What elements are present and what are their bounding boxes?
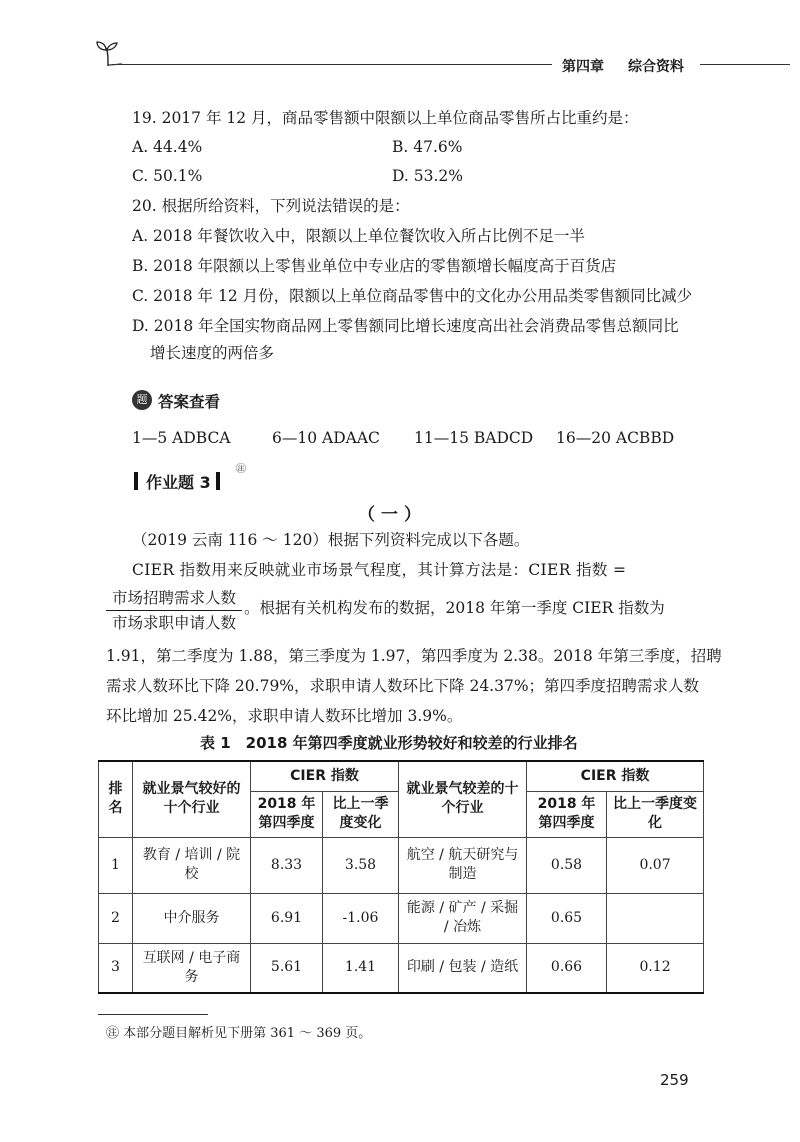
q19-option-a: A. 44.4% bbox=[132, 138, 203, 156]
header-rank: 排名 bbox=[99, 761, 133, 837]
bad-q4-cell: 0.66 bbox=[527, 943, 607, 993]
rank-cell: 1 bbox=[99, 837, 133, 893]
bad-change-cell: 0.12 bbox=[607, 943, 704, 993]
table-row bbox=[99, 893, 704, 943]
good-industry-cell: 中介服务 bbox=[133, 893, 251, 943]
q19-option-d: D. 53.2% bbox=[392, 167, 463, 185]
header-q4-good: 2018 年第四季度 bbox=[251, 791, 323, 837]
q19-option-c: C. 50.1% bbox=[132, 167, 203, 185]
good-q4-cell: 8.33 bbox=[251, 837, 323, 893]
good-change-cell: 1.41 bbox=[323, 943, 399, 993]
answer-group: 11—15 BADCD bbox=[414, 429, 534, 447]
good-q4-cell: 6.91 bbox=[251, 893, 323, 943]
q19-option-b: B. 47.6% bbox=[392, 138, 463, 156]
header-good-industries: 就业景气较好的十个行业 bbox=[133, 761, 251, 837]
header-q4-bad: 2018 年第四季度 bbox=[527, 791, 607, 837]
table-row bbox=[99, 943, 704, 993]
chapter-title: 综合资料 bbox=[628, 59, 684, 75]
body-line: 环比增加 25.42%，求职申请人数环比增加 3.9%。 bbox=[106, 707, 463, 725]
header-cier-bad: CIER 指数 bbox=[527, 761, 704, 791]
header-rule-left bbox=[112, 64, 552, 65]
answer-group: 6—10 ADAAC bbox=[272, 429, 380, 447]
formula-after: 。根据有关机构发布的数据，2018 年第一季度 CIER 指数为 bbox=[244, 599, 665, 617]
heading-bar-left bbox=[134, 472, 138, 490]
bad-industry-cell: 印刷 / 包装 / 造纸 bbox=[399, 943, 527, 993]
good-q4-cell: 5.61 bbox=[251, 943, 323, 993]
formula-lead: CIER 指数用来反映就业市场景气程度，其计算方法是：CIER 指数 = bbox=[132, 561, 627, 579]
answer-heading: 答案查看 bbox=[158, 393, 221, 411]
good-change-cell: -1.06 bbox=[323, 893, 399, 943]
answer-group: 1—5 ADBCA bbox=[132, 429, 231, 447]
fraction-numerator: 市场招聘需求人数 bbox=[106, 588, 242, 611]
header-change-good: 比上一季度变化 bbox=[323, 791, 399, 837]
header-bad-industries: 就业景气较差的十个行业 bbox=[399, 761, 527, 837]
heading-bar-right bbox=[216, 472, 220, 490]
q19-stem: 19. 2017 年 12 月，商品零售额中限额以上单位商品零售所占比重约是： bbox=[132, 109, 639, 127]
industry-ranking-table bbox=[98, 760, 704, 994]
table-title: 表 1 2018 年第四季度就业形势较好和较差的行业排名 bbox=[200, 734, 578, 752]
homework-title: 作业题 3 bbox=[146, 473, 211, 492]
good-change-cell: 3.58 bbox=[323, 837, 399, 893]
bad-industry-cell: 航空 / 航天研究与制造 bbox=[399, 837, 527, 893]
page-number: 259 bbox=[660, 1071, 689, 1089]
footnote-mark-icon: ㊟ bbox=[236, 464, 246, 475]
answer-badge-icon: 题 bbox=[132, 390, 152, 410]
q20-option-c: C. 2018 年 12 月份，限额以上单位商品零售中的文化办公用品类零售额同比减少 bbox=[132, 287, 693, 305]
bad-q4-cell: 0.58 bbox=[527, 837, 607, 893]
chapter-label: 第四章 bbox=[562, 59, 604, 75]
fraction-denominator: 市场求职申请人数 bbox=[111, 614, 236, 632]
bad-change-cell: 0.07 bbox=[607, 837, 704, 893]
header-change-bad: 比上一季度变化 bbox=[607, 791, 704, 837]
body-line: 需求人数环比下降 20.79%，求职申请人数环比下降 24.37%；第四季度招聘需求人数 bbox=[106, 677, 700, 695]
header-rule-right bbox=[700, 64, 790, 65]
section-number: （一） bbox=[358, 505, 427, 525]
q20-option-d-continued: 增长速度的两倍多 bbox=[150, 344, 275, 362]
answer-group: 16—20 ACBBD bbox=[556, 429, 675, 447]
cier-formula-fraction bbox=[106, 588, 242, 633]
rank-cell: 2 bbox=[99, 893, 133, 943]
bad-change-cell bbox=[607, 893, 704, 943]
footnote-rule bbox=[98, 1014, 208, 1015]
q20-option-b: B. 2018 年限额以上零售业单位中专业店的零售额增长幅度高于百货店 bbox=[132, 257, 617, 275]
q20-stem: 20. 根据所给资料，下列说法错误的是： bbox=[132, 197, 410, 215]
homework-intro: （2019 云南 116 ～ 120）根据下列资料完成以下各题。 bbox=[132, 531, 530, 549]
good-industry-cell: 教育 / 培训 / 院校 bbox=[133, 837, 251, 893]
header-cier-good: CIER 指数 bbox=[251, 761, 399, 791]
rank-cell: 3 bbox=[99, 943, 133, 993]
q20-option-d: D. 2018 年全国实物商品网上零售额同比增长速度高出社会消费品零售总额同比 bbox=[132, 317, 679, 335]
bad-industry-cell: 能源 / 矿产 / 采掘 / 冶炼 bbox=[399, 893, 527, 943]
good-industry-cell: 互联网 / 电子商务 bbox=[133, 943, 251, 993]
q20-option-a: A. 2018 年餐饮收入中，限额以上单位餐饮收入所占比例不足一半 bbox=[132, 227, 585, 245]
table-row bbox=[99, 837, 704, 893]
footnote: ㊟ 本部分题目解析见下册第 361 ～ 369 页。 bbox=[106, 1026, 372, 1041]
body-line: 1.91，第二季度为 1.88，第三季度为 1.97，第四季度为 2.38。2018 年第三季度，招聘 bbox=[106, 647, 722, 665]
bad-q4-cell: 0.65 bbox=[527, 893, 607, 943]
